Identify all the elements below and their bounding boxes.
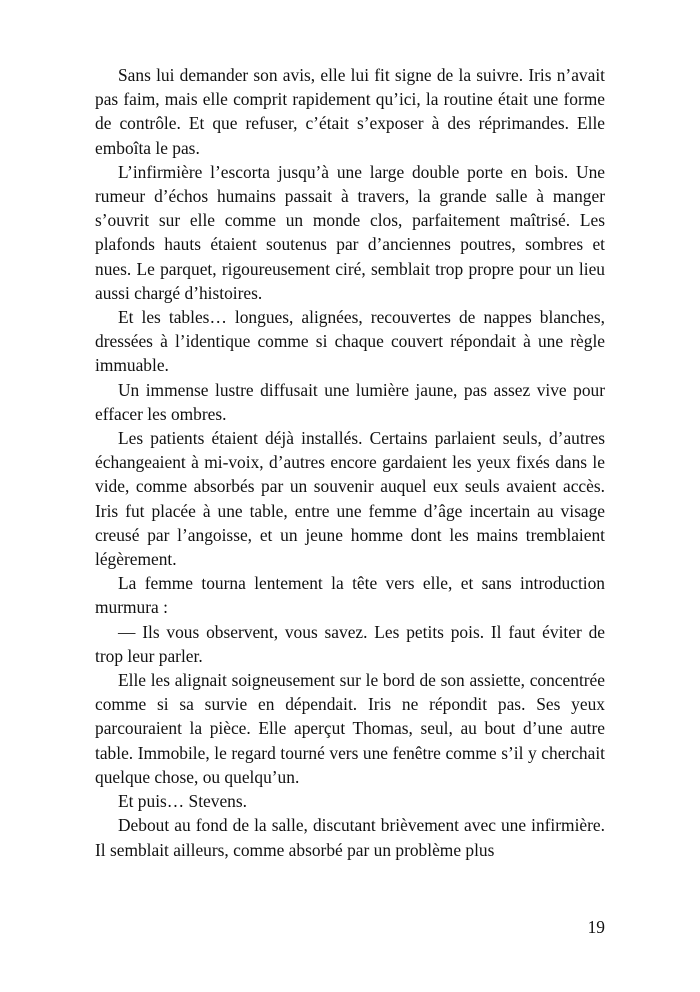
dialogue-paragraph: — Ils vous observent, vous savez. Les petits pois. Il faut éviter de trop leur parler. bbox=[95, 621, 605, 666]
page-number: 19 bbox=[587, 917, 605, 937]
paragraph: Et puis… Stevens. bbox=[118, 791, 247, 812]
paragraph: L’infirmière l’escorta jusqu’à une large double porte en bois. Une rumeur d’échos humains passait à travers, la grande salle à manger s’ouvrit sur elle comme un monde clos, parfaitement maîtrisé. Les plafonds hauts étaient soutenus par d’anciennes poutres, sombres et nues. Le parquet, rigoureusement ciré, semblait trop propre pour un lieu aussi chargé d’histoires. bbox=[95, 161, 605, 303]
paragraph: Elle les alignait soigneusement sur le bord de son assiette, concentrée comme si sa survie en dépendait. Iris ne répondit pas. Ses yeux parcouraient la pièce. Elle aperçut Thomas, seul, au bout d’une autre table. Immobile, le regard tourné vers une fenêtre comme s’il y cherchait quelque chose, ou quelqu’un. bbox=[95, 670, 605, 787]
paragraph: Sans lui demander son avis, elle lui fit signe de la suivre. Iris n’avait pas faim, mais elle comprit rapidement qu’ici, la routine était une forme de contrôle. Et que refuser, c’était s’exposer à des réprimandes. Elle emboîta le pas. bbox=[95, 65, 605, 158]
paragraph: La femme tourna lentement la tête vers elle, et sans introduction murmura : bbox=[95, 573, 605, 618]
page-body bbox=[95, 63, 605, 862]
paragraph: Et les tables… longues, alignées, recouvertes de nappes blanches, dressées à l’identique comme si chaque couvert répondait à une règle immuable. bbox=[95, 307, 605, 376]
paragraph: Un immense lustre diffusait une lumière jaune, pas assez vive pour effacer les ombres. bbox=[95, 379, 605, 424]
paragraph: Debout au fond de la salle, discutant brièvement avec une infirmière. Il semblait ailleurs, comme absorbé par un problème plus bbox=[95, 815, 605, 860]
paragraph: Les patients étaient déjà installés. Certains parlaient seuls, d’autres échangeaient à mi-voix, d’autres encore gardaient les yeux fixés dans le vide, comme absorbés par un souvenir auquel eux seuls avaient accès. Iris fut placée à une table, entre une femme d’âge incertain au visage creusé par l’angoisse, et un jeune homme dont les mains tremblaient légèrement. bbox=[95, 428, 605, 570]
